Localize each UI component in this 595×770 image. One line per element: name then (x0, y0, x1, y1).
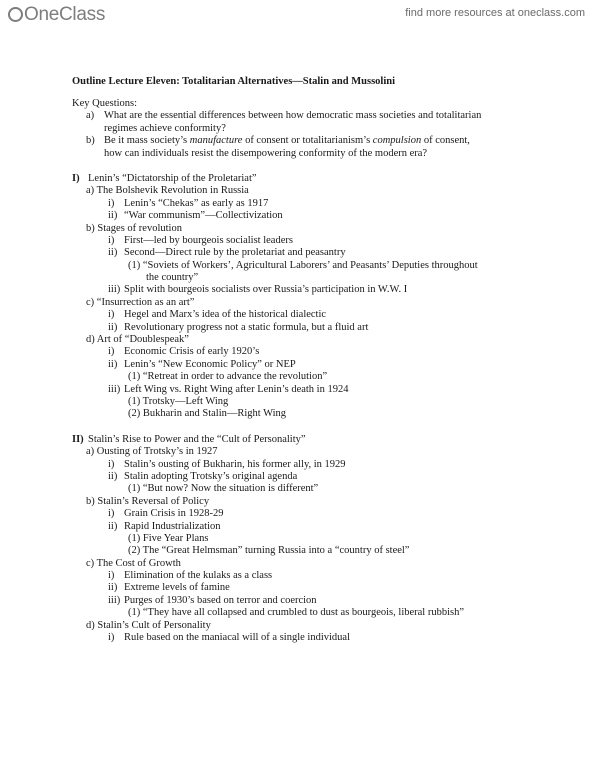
section-2-c-ii: ii) Extreme levels of famine (108, 582, 230, 594)
section-2-item-c: c) The Cost of Growth (86, 557, 181, 569)
section-1-d-ii: ii) Lenin’s “New Economic Policy” or NEP (108, 358, 296, 370)
section-1-c-i: i) Hegel and Marx’s idea of the historical dialectic (108, 309, 327, 321)
logo-text: OneClass (24, 4, 106, 25)
section-2-c-iii-1: (1) “They have all collapsed and crumbled to dust as bourgeois, liberal rubbish” (128, 607, 464, 619)
section-2-a-ii-1: (1) “But now? Now the situation is different” (128, 483, 319, 495)
outline-body (72, 98, 572, 644)
section-1-b-ii-1: (1) “Soviets of Workers’, Agricultural Laborers’ and Peasants’ Deputies throughout (128, 259, 478, 271)
section-2-a-ii: ii) Stalin adopting Trotsky’s original agenda (108, 470, 298, 482)
section-1-b-iii: iii) Split with bourgeois socialists over Russia’s participation in W.W. I (108, 284, 408, 296)
section-1-d-i: i) Economic Crisis of early 1920’s (108, 346, 260, 358)
section-1-d-iii-2: (2) Bukharin and Stalin—Right Wing (128, 408, 287, 420)
section-2-b-ii-1: (1) Five Year Plans (128, 532, 209, 544)
section-1-b-ii: ii) Second—Direct rule by the proletariat and peasantry (108, 247, 346, 259)
section-1-d-iii: iii) Left Wing vs. Right Wing after Lenin’s death in 1924 (108, 383, 349, 395)
section-1-b-ii-1-cont: the country” (146, 272, 199, 284)
section-1-a-ii: ii) “War communism”—Collectivization (108, 210, 283, 222)
section-1-item-a: a) The Bolshevik Revolution in Russia (86, 185, 249, 197)
section-2-heading: II) Stalin’s Rise to Power and the “Cult of Personality” (72, 433, 306, 445)
key-question-a-cont: regimes achieve conformity? (104, 122, 226, 134)
logo-o-icon (8, 7, 23, 22)
section-1-a-i: i) Lenin’s “Chekas” as early as 1917 (108, 197, 269, 209)
section-2-a-i: i) Stalin’s ousting of Bukharin, his former ally, in 1929 (108, 458, 346, 470)
section-1-item-b: b) Stages of revolution (86, 222, 182, 234)
section-1-b-i: i) First—led by bourgeois socialist leaders (108, 234, 293, 246)
key-question-a: a) What are the essential differences between how democratic mass societies and totalitarian (86, 110, 482, 122)
header-tagline[interactable]: find more resources at oneclass.com (405, 7, 585, 19)
oneclass-logo[interactable] (8, 4, 105, 26)
document-title: Outline Lecture Eleven: Totalitarian Alternatives—Stalin and Mussolini (72, 76, 395, 87)
section-2-item-a: a) Ousting of Trotsky’s in 1927 (86, 446, 218, 458)
key-question-b-cont: how can individuals resist the disempowering conformity of the modern era? (104, 147, 428, 159)
section-2-b-ii: ii) Rapid Industrialization (108, 520, 221, 532)
section-1-d-ii-1: (1) “Retreat in order to advance the revolution” (128, 371, 328, 383)
page-header (0, 0, 595, 30)
section-1-item-c: c) “Insurrection as an art” (86, 296, 195, 308)
key-questions-label: Key Questions: (72, 98, 138, 109)
section-2-item-d: d) Stalin’s Cult of Personality (86, 619, 211, 631)
section-2-b-ii-2: (2) The “Great Helmsman” turning Russia into a “country of steel” (128, 545, 410, 557)
section-2-c-i: i) Elimination of the kulaks as a class (108, 570, 273, 582)
section-2-item-b: b) Stalin’s Reversal of Policy (86, 495, 210, 507)
section-1-d-iii-1: (1) Trotsky—Left Wing (128, 395, 229, 407)
key-question-b: b) Be it mass society’s manufacture of consent or totalitarianism’s compulsion of consent, (86, 135, 470, 147)
section-2-d-i: i) Rule based on the maniacal will of a single individual (108, 632, 350, 644)
section-2-c-iii: iii) Purges of 1930’s based on terror and coercion (108, 594, 317, 606)
section-1-item-d: d) Art of “Doublespeak” (86, 334, 189, 346)
section-1-c-ii: ii) Revolutionary progress not a static formula, but a fluid art (108, 321, 369, 333)
section-1-heading: I) Lenin’s “Dictatorship of the Proletariat” (72, 172, 257, 184)
section-2-b-i: i) Grain Crisis in 1928-29 (108, 508, 224, 520)
